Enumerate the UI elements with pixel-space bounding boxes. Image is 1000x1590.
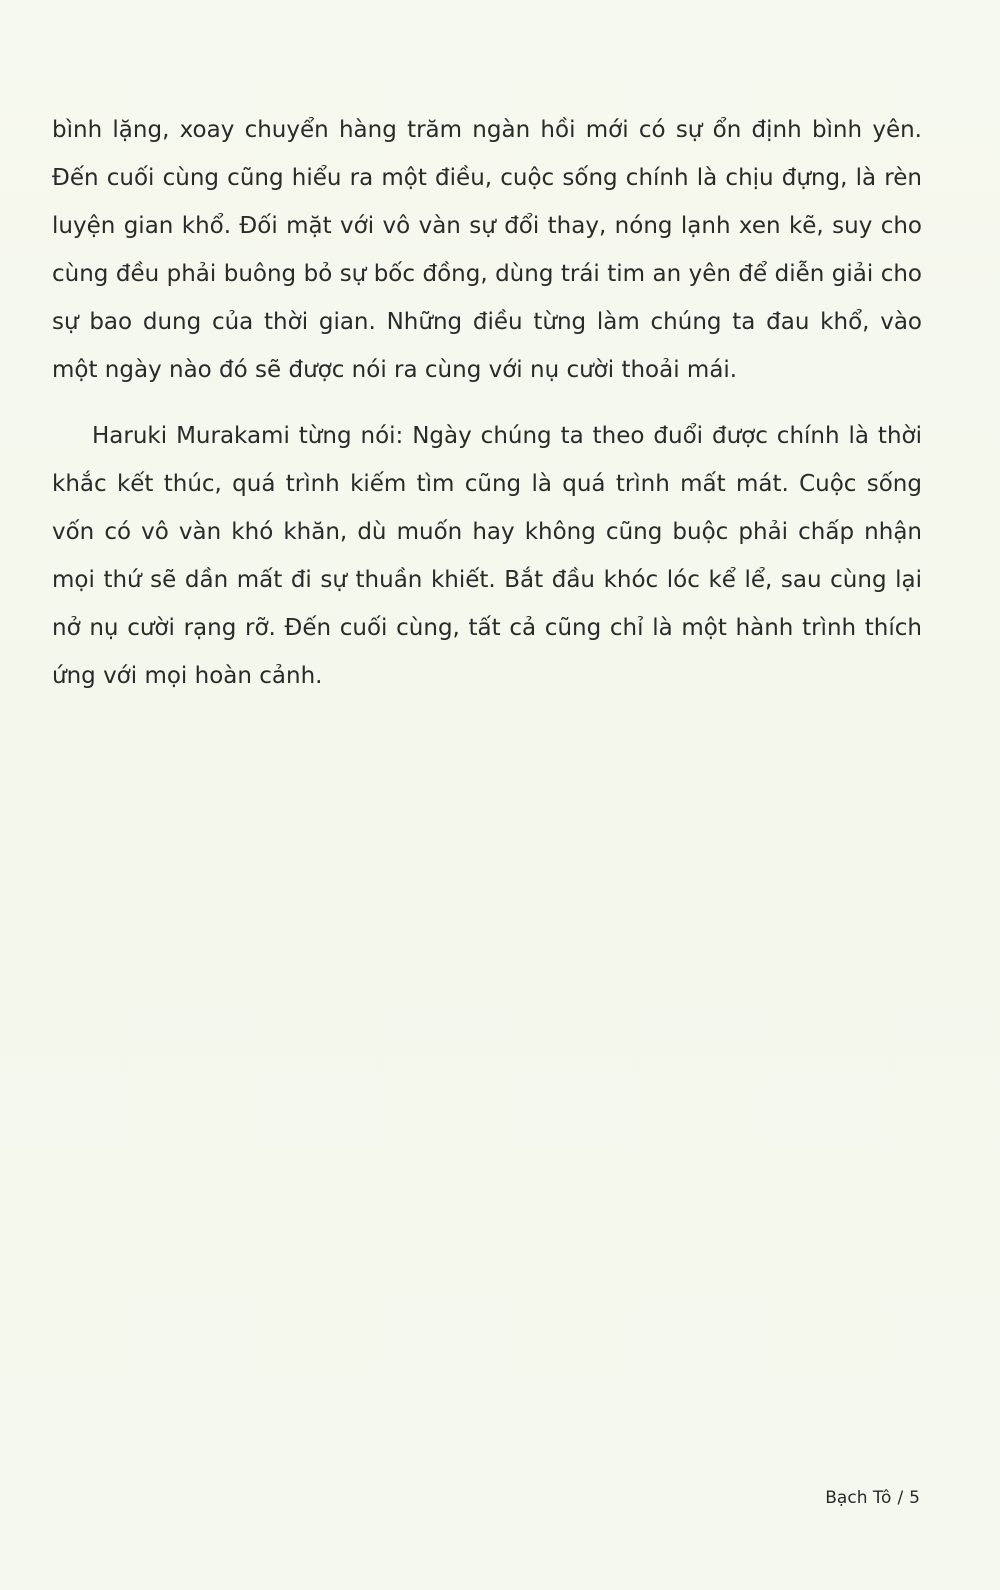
paragraph-1: bình lặng, xoay chuyển hàng trăm ngàn hồi mới có sự ổn định bình yên. Đến cuối cùng cũng hiểu ra một điều, cuộc sống chính là chịu đựng, là rèn luyện gian khổ. Đối mặt với vô vàn sự đổi thay, nóng lạnh xen kẽ, suy cho cùng đều phải buông bỏ sự bốc đồng, dùng trái tim an yên để diễn giải cho sự bao dung của thời gian. Những điều từng làm chúng ta đau khổ, vào một ngày nào đó sẽ được nói ra cùng với nụ cười thoải mái. <box>52 117 922 383</box>
page-footer <box>825 1488 920 1508</box>
paragraph-2: Haruki Murakami từng nói: Ngày chúng ta theo đuổi được chính là thời khắc kết thúc, quá trình kiếm tìm cũng là quá trình mất mát. Cuộc sống vốn có vô vàn khó khăn, dù muốn hay không cũng buộc phải chấp nhận mọi thứ sẽ dần mất đi sự thuần khiết. Bắt đầu khóc lóc kể lể, sau cùng lại nở nụ cười rạng rỡ. Đến cuối cùng, tất cả cũng chỉ là một hành trình thích ứng với mọi hoàn cảnh. <box>52 423 922 689</box>
body-text <box>52 106 922 700</box>
footer-author: Bạch Tô <box>825 1488 892 1508</box>
page-number: 5 <box>909 1488 920 1508</box>
footer-separator: / <box>897 1488 904 1508</box>
